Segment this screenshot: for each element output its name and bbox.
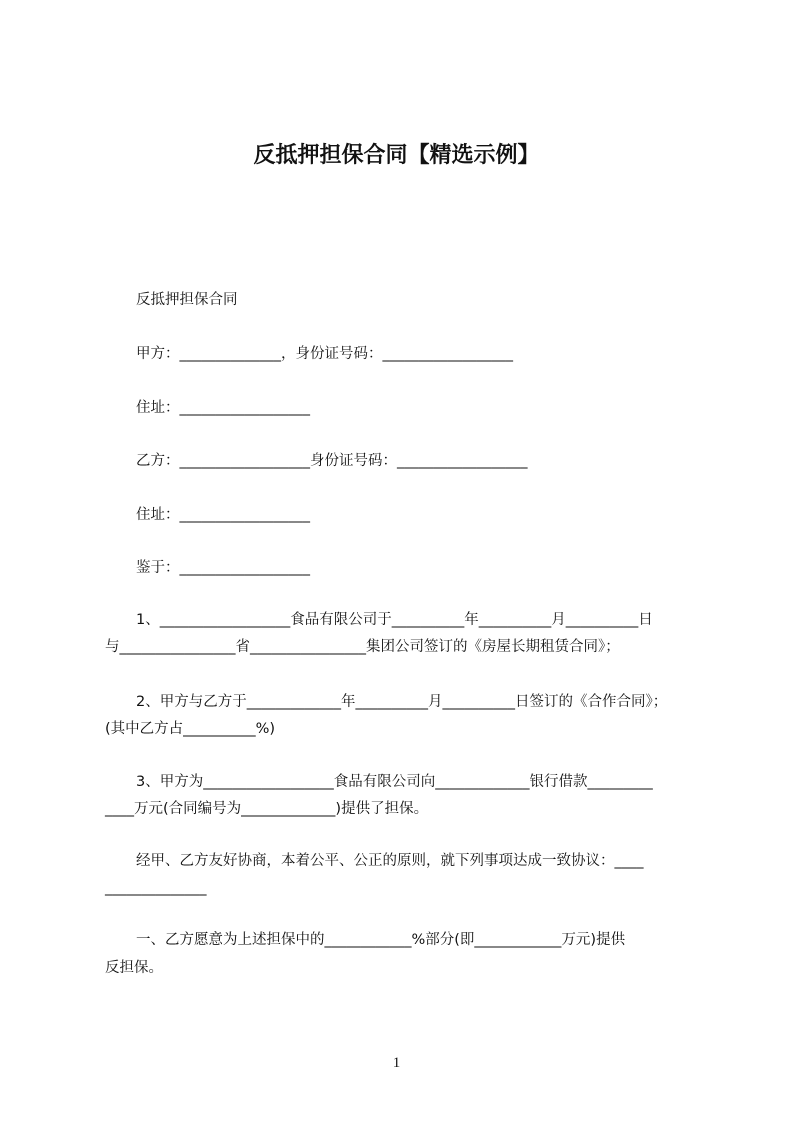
whereas-line: 鉴于：__________________	[136, 560, 310, 576]
article-1-line-2: 反担保。	[105, 960, 163, 976]
clause-2-line-2: (其中乙方占__________%)	[105, 721, 276, 737]
article-1-line-1: 一、乙方愿意为上述担保中的____________%部分(即____________万元)提供	[136, 932, 626, 948]
party-a-line: 甲方：______________，身份证号码：__________________	[136, 346, 513, 362]
contract-heading: 反抵押担保合同	[136, 292, 238, 308]
clause-3-line-1: 3、甲方为__________________食品有限公司向_____________银行借款_________	[136, 774, 653, 790]
clause-3-line-2: ____万元(合同编号为_____________)提供了担保。	[105, 801, 429, 817]
agreement-line-2: ______________	[105, 880, 207, 896]
clause-1-line-1: 1、__________________食品有限公司于__________年__________月__________日	[136, 612, 653, 628]
party-a-address: 住址：__________________	[136, 400, 310, 416]
document-title: 反抵押担保合同【精选示例】	[253, 143, 540, 168]
page-number: 1	[392, 1055, 401, 1071]
agreement-line-1: 经甲、乙方友好协商，本着公平、公正的原则，就下列事项达成一致协议：____	[136, 853, 644, 869]
party-b-line: 乙方：__________________身份证号码：__________________	[136, 453, 528, 469]
party-b-address: 住址：__________________	[136, 507, 310, 523]
clause-1-line-2: 与________________省________________集团公司签订的《房屋长期租赁合同》；	[105, 639, 620, 655]
clause-2-line-1: 2、甲方与乙方于_____________年__________月__________日签订的《合作合同》；	[136, 694, 668, 710]
